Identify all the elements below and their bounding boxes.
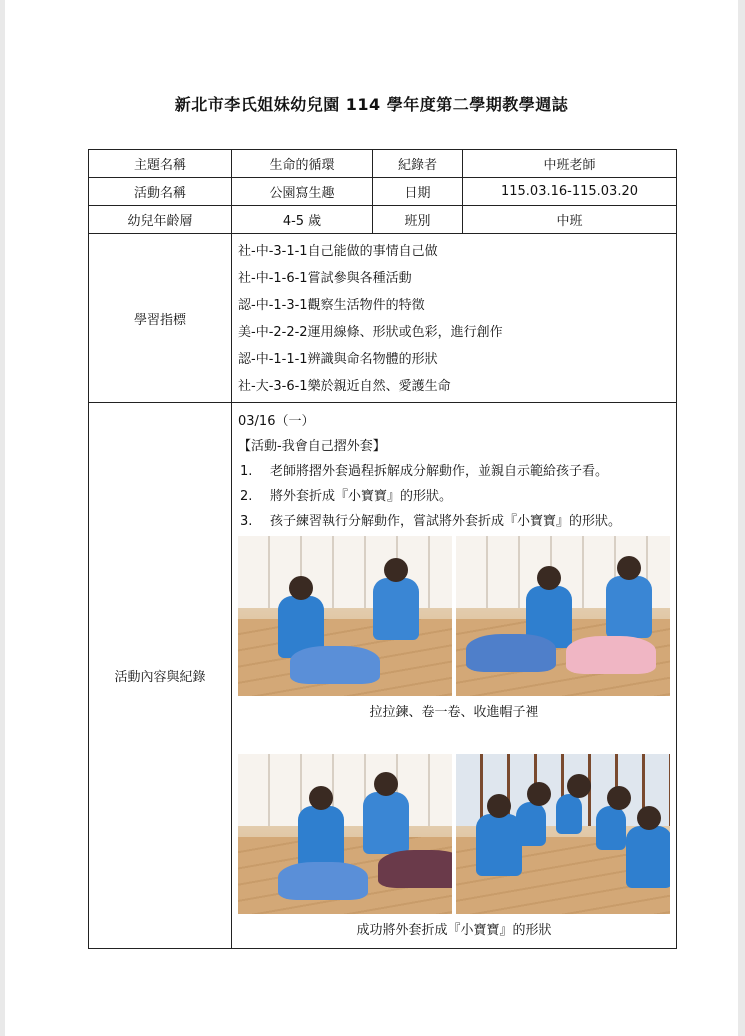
row-activity xyxy=(89,178,677,206)
step-text: 孩子練習執行分解動作，嘗試將外套折成『小寶寶』的形狀。 xyxy=(270,514,622,529)
indicator-item: 認-中-1-3-1觀察生活物件的特徵 xyxy=(238,298,425,313)
activity-name-label: 活動名稱 xyxy=(89,178,232,206)
recorder-label: 紀錄者 xyxy=(373,150,463,178)
step-number: 3. xyxy=(240,514,253,529)
journal-table xyxy=(88,149,677,949)
theme-value: 生命的循環 xyxy=(232,150,373,178)
date-value: 115.03.16-115.03.20 xyxy=(463,178,677,206)
photo-caption: 成功將外套折成『小寶寶』的形狀 xyxy=(356,923,552,938)
classroom-photo xyxy=(456,754,670,914)
step-number: 1. xyxy=(240,464,253,479)
activity-date: 03/16（一） xyxy=(238,414,315,429)
activity-step xyxy=(238,484,670,509)
indicator-item: 社-中-1-6-1嘗試參與各種活動 xyxy=(238,271,412,286)
class-label: 班別 xyxy=(373,206,463,234)
indicator-item: 社-中-3-1-1自己能做的事情自己做 xyxy=(238,244,438,259)
classroom-photo xyxy=(238,536,452,696)
step-text: 老師將摺外套過程拆解成分解動作，並親自示範給孩子看。 xyxy=(270,464,609,479)
photo-row-2 xyxy=(238,754,670,914)
activity-heading: 【活動-我會自己摺外套】 xyxy=(238,439,386,454)
indicator-item: 美-中-2-2-2運用線條、形狀或色彩，進行創作 xyxy=(238,325,503,340)
age-value: 4-5 歲 xyxy=(232,206,373,234)
row-activity-record xyxy=(89,403,677,949)
photo-row-1 xyxy=(238,536,670,696)
row-age xyxy=(89,206,677,234)
step-number: 2. xyxy=(240,489,253,504)
classroom-photo xyxy=(456,536,670,696)
recorder-value: 中班老師 xyxy=(463,150,677,178)
document-page xyxy=(5,0,738,1036)
indicator-item: 認-中-1-1-1辨識與命名物體的形狀 xyxy=(238,352,438,367)
theme-label: 主題名稱 xyxy=(89,150,232,178)
activity-step xyxy=(238,459,670,484)
activity-name-value: 公園寫生趣 xyxy=(232,178,373,206)
step-text: 將外套折成『小寶寶』的形狀。 xyxy=(270,489,453,504)
indicators-list xyxy=(232,234,677,403)
indicator-item: 社-大-3-6-1樂於親近自然、愛護生命 xyxy=(238,379,451,394)
row-theme xyxy=(89,150,677,178)
date-label: 日期 xyxy=(373,178,463,206)
class-value: 中班 xyxy=(463,206,677,234)
row-indicators xyxy=(89,234,677,403)
indicators-label: 學習指標 xyxy=(89,234,232,403)
age-label: 幼兒年齡層 xyxy=(89,206,232,234)
classroom-photo xyxy=(238,754,452,914)
activity-record-label: 活動內容與紀錄 xyxy=(89,403,232,949)
page-title: 新北市李氏姐妹幼兒園 114 學年度第二學期教學週誌 xyxy=(174,95,569,114)
activity-record xyxy=(232,403,677,949)
photo-caption: 拉拉鍊、卷一卷、收進帽子裡 xyxy=(369,705,539,720)
activity-step xyxy=(238,509,670,534)
